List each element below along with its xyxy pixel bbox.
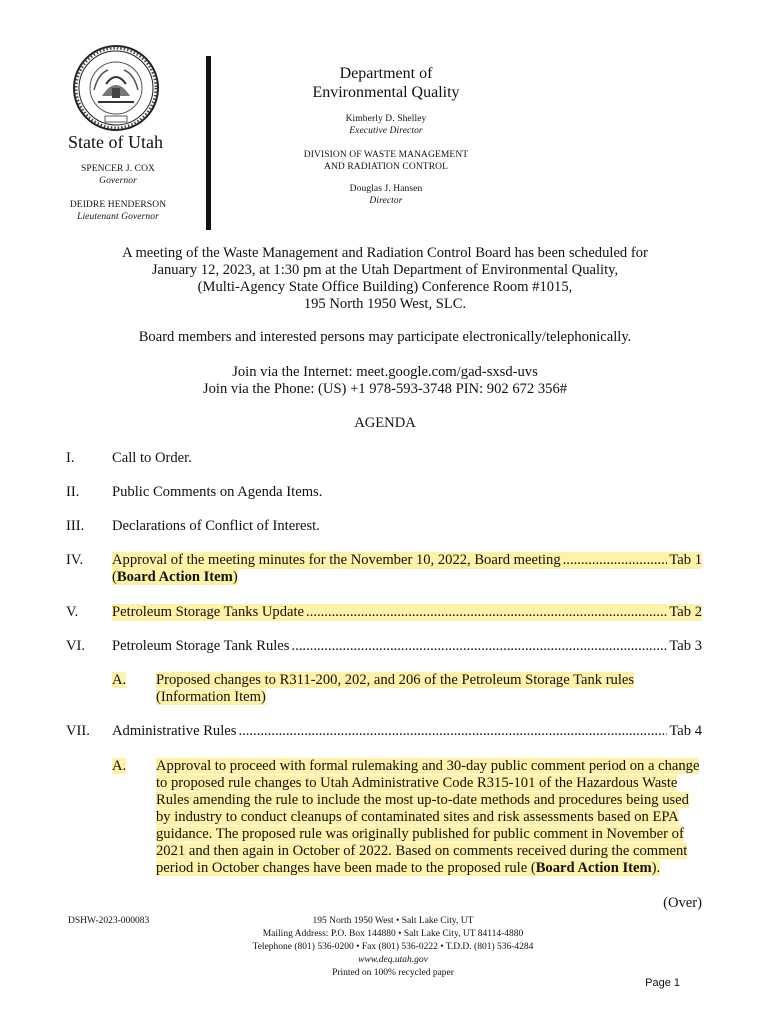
tab-reference: Tab 1 <box>669 552 702 568</box>
agenda-item-text: Administrative Rules <box>112 723 237 739</box>
website-link[interactable]: www.deq.utah.gov <box>358 955 428 965</box>
exec-director-title: Executive Director <box>349 126 423 136</box>
governor-name: SPENCER J. COX <box>81 164 155 174</box>
board-action-label: Board Action Item <box>535 860 652 876</box>
intro-line: (Multi-Agency State Office Building) Conference Room #1015, <box>197 279 573 295</box>
agenda-item-pst-rules <box>112 638 702 655</box>
agenda-number: V. <box>66 604 79 620</box>
agenda-line <box>112 569 702 586</box>
governor-title: Governor <box>99 176 137 186</box>
tab-reference: Tab 4 <box>669 723 702 739</box>
agenda-line <box>112 723 702 740</box>
page-number: Page 1 <box>645 977 680 989</box>
agenda-number: VII. <box>66 723 90 739</box>
phone-join: Join via the Phone: (US) +1 978-593-3748 PIN: 902 672 356# <box>202 381 568 397</box>
agenda-item-pst-update <box>112 604 702 621</box>
division-line2: AND RADIATION CONTROL <box>323 162 448 172</box>
agenda-number: VI. <box>66 638 86 654</box>
participation-note: Board members and interested persons may participate electronically/telephonically. <box>138 329 632 345</box>
agenda-item-text: Petroleum Storage Tanks Update <box>112 604 305 620</box>
internet-join: Join via the Internet: meet.google.com/gad-sxsd-uvs <box>232 364 538 380</box>
paren: ( <box>112 569 117 585</box>
director-title: Director <box>369 196 403 206</box>
agenda-number: II. <box>66 484 80 500</box>
lt-governor-title: Lieutenant Governor <box>77 212 159 222</box>
tab-reference: Tab 2 <box>669 604 702 620</box>
agenda-line <box>112 638 702 655</box>
department-line2: Environmental Quality <box>312 84 460 101</box>
agenda-item-text: Petroleum Storage Tank Rules <box>112 638 290 654</box>
agenda-item-minutes <box>112 552 702 586</box>
footer-address <box>193 915 593 980</box>
intro-line: 195 North 1950 West, SLC. <box>303 296 467 312</box>
agenda-line <box>112 604 702 621</box>
agenda-item-text: Public Comments on Agenda Items. <box>112 484 323 500</box>
sub-item-letter: A. <box>112 672 127 688</box>
dot-leader <box>238 723 667 740</box>
sub-line: (Information Item) <box>156 689 266 705</box>
department-line1: Department of <box>339 65 433 82</box>
intro-line: A meeting of the Waste Management and Radiation Control Board has been scheduled for <box>122 245 648 261</box>
agenda-item-text: Declarations of Conflict of Interest. <box>112 518 320 534</box>
intro-line: January 12, 2023, at 1:30 pm at the Utah Department of Environmental Quality, <box>151 262 619 278</box>
agenda-item-admin-rules <box>112 723 702 740</box>
sub-line: 2021 and then again in October of 2022. Based on comments received during the comment <box>156 843 688 859</box>
sub-item-letter: A. <box>112 758 127 774</box>
agenda-number: III. <box>66 518 85 534</box>
sub-item-pst-changes <box>156 672 702 706</box>
sub-line: by industry to conduct cleanups of contaminated sites and risk assessments based on EPA <box>156 809 679 825</box>
sub-line: Approval to proceed with formal rulemaking and 30-day public comment period on a change <box>156 758 700 774</box>
sub-item-r315-rulemaking <box>156 758 702 877</box>
dot-leader <box>291 638 667 655</box>
utah-state-seal-icon <box>72 44 160 132</box>
paren: ) <box>232 569 238 585</box>
tab-reference: Tab 3 <box>669 638 702 654</box>
agenda-title: AGENDA <box>354 415 416 431</box>
sub-line: Rules amending the rule to include the most up-to-date methods and procedures being used <box>156 792 689 808</box>
telephone-line: Telephone (801) 536-0200 • Fax (801) 536-0222 • T.D.D. (801) 536-4284 <box>252 942 534 952</box>
document-id: DSHW-2023-000083 <box>68 916 150 926</box>
agenda-line <box>112 552 702 569</box>
agenda-item-text: Call to Order. <box>112 450 192 466</box>
header-divider <box>206 56 211 230</box>
exec-director-name: Kimberly D. Shelley <box>345 114 427 124</box>
over-note: (Over) <box>663 895 702 911</box>
board-action-label: Board Action Item <box>116 569 233 585</box>
division-line1: DIVISION OF WASTE MANAGEMENT <box>303 150 469 160</box>
agenda-item-text: Approval of the meeting minutes for the November 10, 2022, Board meeting <box>112 552 561 568</box>
street-address: 195 North 1950 West • Salt Lake City, UT <box>312 916 474 926</box>
state-name: State of Utah <box>68 132 163 152</box>
agenda-number: IV. <box>66 552 84 568</box>
lt-governor-name: DEIDRE HENDERSON <box>69 200 167 210</box>
dot-leader <box>306 604 667 621</box>
sub-line: to proposed rule changes to Utah Administrative Code R315-101 of the Hazardous Waste <box>156 775 678 791</box>
sub-line: Proposed changes to R311-200, 202, and 206 of the Petroleum Storage Tank rules <box>156 672 635 688</box>
agenda-number: I. <box>66 450 75 466</box>
meeting-announcement <box>60 245 710 313</box>
recycled-note: Printed on 100% recycled paper <box>332 968 454 978</box>
sub-line: period in October changes have been made to the proposed rule (Board Action Item). <box>156 860 661 876</box>
director-name: Douglas J. Hansen <box>349 184 423 194</box>
mailing-address: Mailing Address: P.O. Box 144880 • Salt Lake City, UT 84114-4880 <box>262 929 524 939</box>
sub-line: guidance. The proposed rule was originally published for public comment in November of <box>156 826 684 842</box>
dot-leader <box>563 552 668 569</box>
